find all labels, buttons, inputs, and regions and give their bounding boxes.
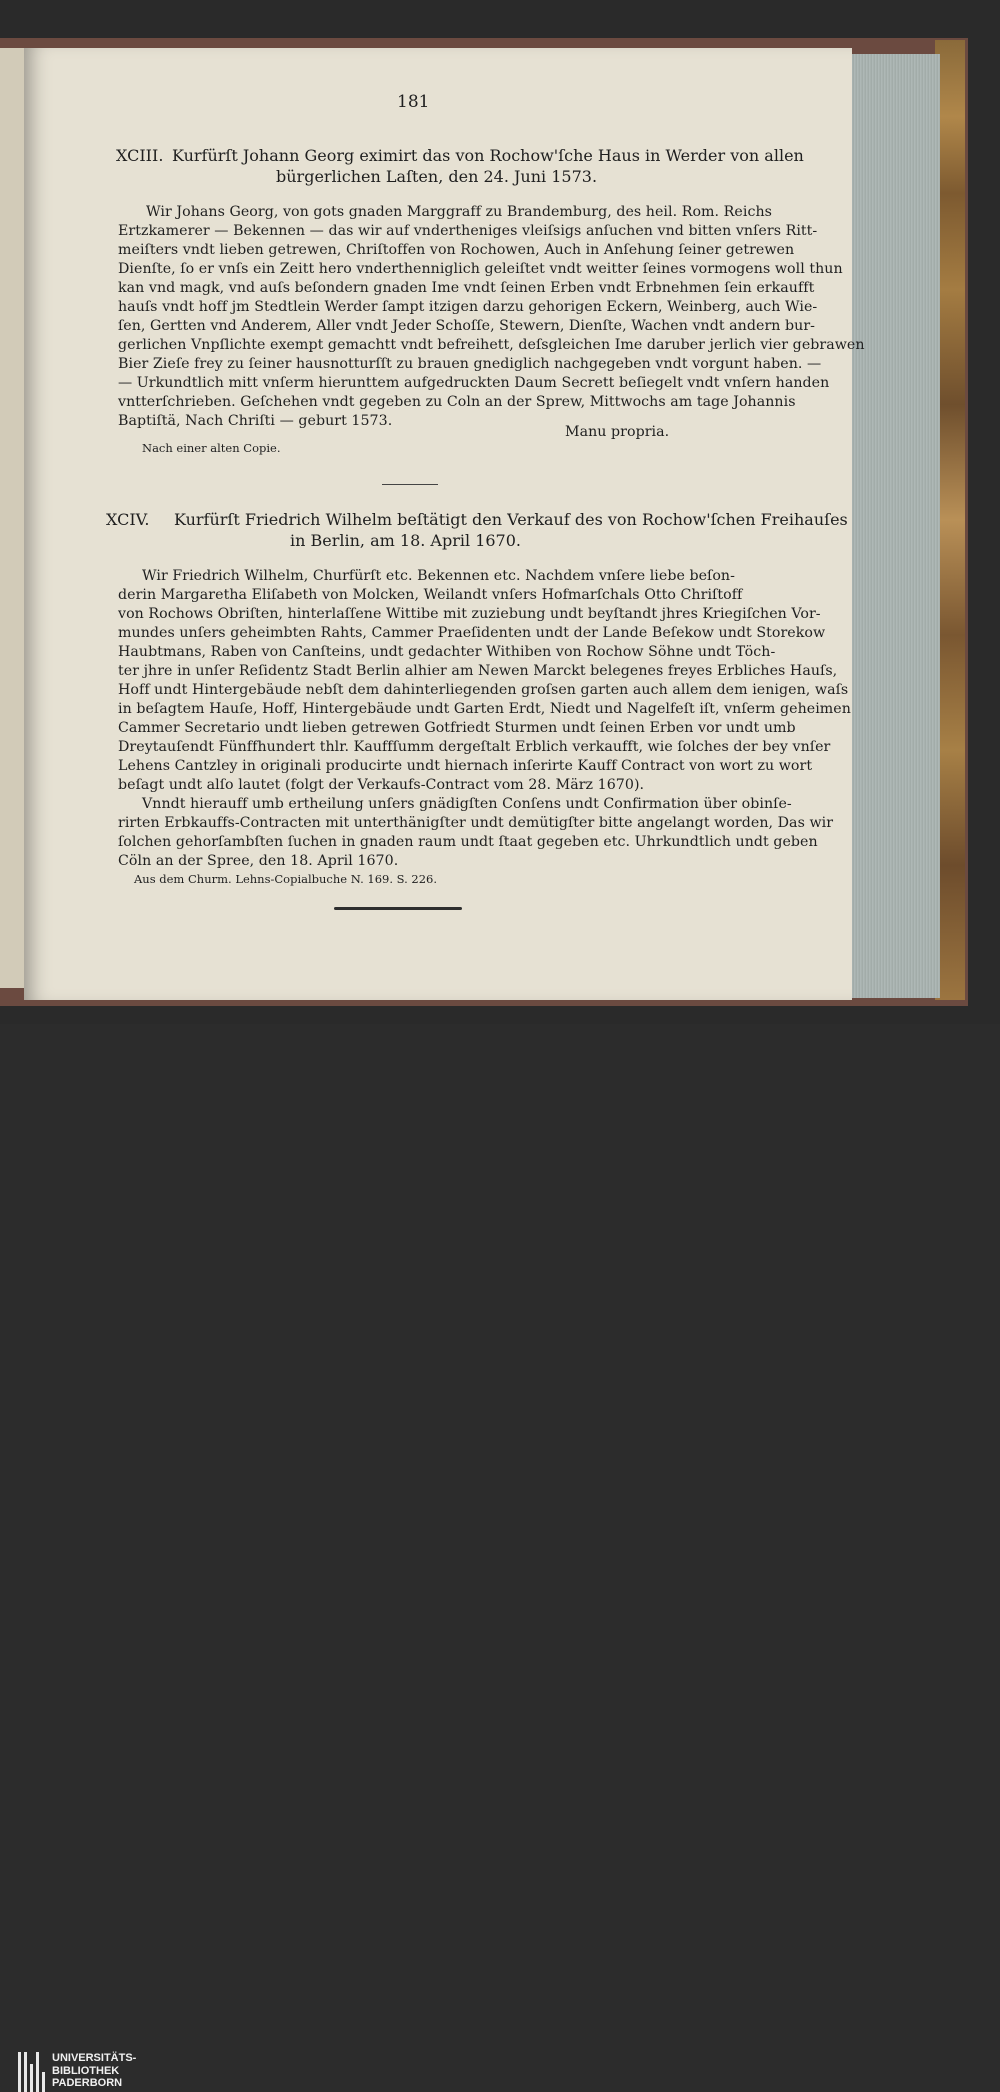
- section-number: XCIII.: [116, 146, 164, 165]
- end-ornament: [334, 907, 462, 910]
- text-line: Ertzkamerer — Bekennen — das wir auf vndertheniges vleiſsigs anſuchen vnd bitten vnſers Ritt-: [118, 223, 818, 239]
- section-heading: bürgerlichen Laſten, den 24. Juni 1573.: [276, 167, 598, 186]
- text-line: hauſs vndt hoff jm Stedtlein Werder ſampt itzigen darzu gehorigen Eckern, Weinberg, auch Wie-: [118, 299, 818, 315]
- text-line: von Rochows Obriſten, hinterlaſſene Wittibe mit zuziebung undt beyſtandt jhres Kriegiſchen Vor-: [118, 606, 821, 622]
- signature: Manu propria.: [565, 424, 670, 440]
- text-line: Lehens Cantzley in originali producirte undt hiernach inſerirte Kauff Contract von wort zu wort: [118, 758, 813, 774]
- institution-name: [52, 2052, 136, 2090]
- text-line: Dienſte, ſo er vnſs ein Zeitt hero vnderthenniglich geleiſtet vndt weitter ſeines vormogens woll thun: [118, 261, 843, 277]
- text-line: gerlichen Vnpſlichte exempt gemachtt vndt befreihett, deſsgleichen Ime daruber jerlich vier gebrawen: [118, 337, 865, 353]
- page-edges: [848, 54, 940, 998]
- section-heading: Kurfürſt Friedrich Wilhelm beſtätigt den Verkauf des von Rochow'ſchen Freihauſes: [174, 510, 848, 529]
- section-number: XCIV.: [106, 510, 150, 529]
- text-line: Bier Zieſe frey zu ſeiner hausnotturſſt zu brauen gnediglich nachgegeben vndt vorgunt haben. —: [118, 356, 822, 372]
- text-line: Wir Johans Georg, von gots gnaden Marggraff zu Brandemburg, des heil. Rom. Reichs: [146, 204, 772, 220]
- institution-line: PADERBORN: [52, 2077, 123, 2089]
- text-line: derin Margaretha Eliſabeth von Molcken, Weilandt vnſers Hofmarſchals Otto Chriſtoff: [118, 587, 743, 603]
- text-line: ſolchen gehorſambſten ſuchen in gnaden raum undt ſtaat gegeben etc. Uhrkundtlich undt geben: [118, 834, 818, 850]
- text-line: Cammer Secretario undt lieben getrewen Gotfriedt Sturmen undt ſeinen Erben vor undt umb: [118, 720, 796, 736]
- text-line: Baptiſtä, Nach Chriſti — geburt 1573.: [118, 413, 393, 429]
- text-line: Dreytauſendt Fünffhundert thlr. Kauffſumm dergeſtalt Erblich verkaufft, wie ſolches der bey vnſer: [118, 739, 831, 755]
- text-line: Haubtmans, Raben von Canſteins, undt gedachter Withiben von Rochow Söhne undt Töch-: [118, 644, 776, 660]
- scan-background: [0, 0, 1000, 1024]
- source-note: Aus dem Churm. Lehns-Copialbuche N. 169. S. 226.: [134, 872, 438, 886]
- text-line: beſagt undt alſo lautet (folgt der Verkaufs-Contract vom 28. März 1670).: [118, 777, 645, 793]
- text-line: Vnndt hierauff umb ertheilung unſers gnädigſten Conſens undt Confirmation über obinſe-: [142, 796, 792, 812]
- text-line: meiſters vndt lieben getrewen, Chriſtoffen von Rochowen, Auch in Anſehung ſeiner getrewen: [118, 242, 795, 258]
- divider: [382, 484, 438, 485]
- section-heading: in Berlin, am 18. April 1670.: [290, 531, 521, 550]
- text-line: Hoff undt Hintergebäude nebſt dem dahinterliegenden groſsen garten auch allem dem ienigen, waſs: [118, 682, 849, 698]
- text-line: vntterſchrieben. Geſchehen vndt gegeben zu Coln an der Sprew, Mittwochs am tage Johannis: [118, 394, 796, 410]
- text-line: mundes unſers geheimbten Rahts, Cammer Praeſidenten undt der Lande Beſekow undt Storekow: [118, 625, 826, 641]
- text-line: in beſagtem Hauſe, Hoff, Hintergebäude undt Garten Erdt, Niedt und Nagelfeſt iſt, vnſerm geheimen: [118, 701, 851, 717]
- library-logo-icon: [18, 2052, 46, 2092]
- institution-line: BIBLIOTHEK: [52, 2064, 120, 2077]
- text-line: ter jhre in unſer Reſidentz Stadt Berlin alhier am Newen Marckt belegenes freyes Erbliches Hauſs,: [118, 663, 838, 679]
- document-page: [24, 48, 865, 1000]
- text-line: ſen, Gertten vnd Anderem, Aller vndt Jeder Schoſſe, Stewern, Dienſte, Wachen vndt andern bur-: [118, 318, 816, 334]
- text-line: Wir Friedrich Wilhelm, Churfürſt etc. Bekennen etc. Nachdem vnſere liebe beſon-: [142, 568, 735, 584]
- text-line: rirten Erbkauffs-Contracten mit unterthänigſter undt demütigſter bitte angelangt worden, Das wir: [118, 815, 834, 831]
- text-line: Cöln an der Spree, den 18. April 1670.: [118, 853, 399, 869]
- footer-bar: [0, 1024, 1000, 2089]
- institution-line: UNIVERSITÄTS-: [52, 2052, 137, 2064]
- text-line: — Urkundtlich mitt vnſerm hierunttem aufgedruckten Daum Secrett beſiegelt vndt vnſern handen: [118, 375, 830, 391]
- section-heading: Kurfürſt Johann Georg eximirt das von Rochow'ſche Haus in Werder von allen: [172, 146, 804, 165]
- page-number: 181: [397, 92, 430, 112]
- text-line: kan vnd magk, vnd auſs beſondern gnaden Ime vndt ſeinen Erben vndt Erbnehmen ſein erkaufft: [118, 280, 815, 296]
- source-note: Nach einer alten Copie.: [142, 441, 281, 455]
- left-page-edge: [0, 48, 25, 988]
